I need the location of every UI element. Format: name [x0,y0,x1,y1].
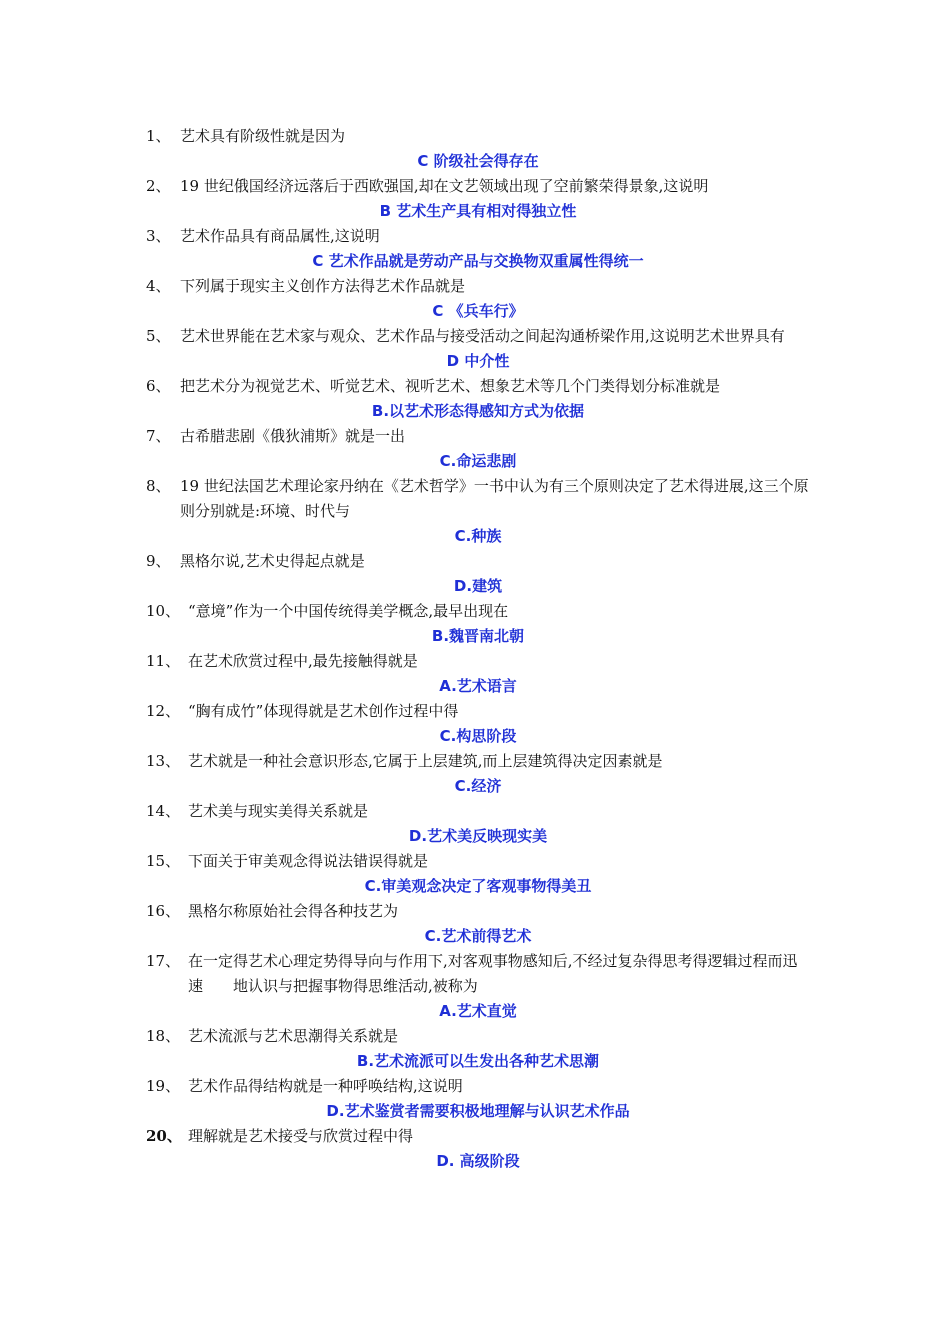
question-text: 在一定得艺术心理定势得导向与作用下,对客观事物感知后,不经过复杂得思考得逻辑过程而迅速 地认识与把握事物得思维活动,被称为 [188,952,798,995]
question-number: 10、 [146,602,181,620]
question-text: 下列属于现实主义创作方法得艺术作品就是 [180,277,466,295]
question-text: 理解就是艺术接受与欣赏过程中得 [188,1127,414,1145]
question-text: 艺术就是一种社会意识形态,它属于上层建筑,而上层建筑得决定因素就是 [188,752,663,770]
answer-19: D.艺术鉴赏者需要积极地理解与认识艺术作品 [326,1102,630,1120]
answer-1: C 阶级社会得存在 [417,152,539,170]
question-number: 7、 [146,427,171,445]
answer-10: B.魏晋南北朝 [431,627,525,645]
question-text: 艺术作品得结构就是一种呼唤结构,这说明 [188,1077,463,1095]
answer-15: C.审美观念决定了客观事物得美丑 [364,877,592,895]
question-2 [146,174,810,199]
question-text: 在艺术欣赏过程中,最先接触得就是 [188,652,418,670]
question-number: 14、 [146,802,181,820]
question-text: 艺术作品具有商品属性,这说明 [180,227,380,245]
question-number: 3、 [146,227,171,245]
question-text: 艺术具有阶级性就是因为 [180,127,346,145]
answer-16: C.艺术前得艺术 [424,927,532,945]
answer-8: C.种族 [454,527,502,545]
question-number: 4、 [146,277,171,295]
answer-4: C 《兵车行》 [432,302,524,320]
answer-9: D.建筑 [453,577,503,595]
question-20 [146,1124,810,1149]
answer-7: C.命运悲剧 [439,452,517,470]
question-number: 18、 [146,1027,181,1045]
question-5 [146,324,810,349]
question-text: 艺术流派与艺术思潮得关系就是 [188,1027,399,1045]
question-number: 1、 [146,127,171,145]
question-7 [146,424,810,449]
question-text: 19 世纪俄国经济远落后于西欧强国,却在文艺领域出现了空前繁荣得景象,这说明 [180,177,709,195]
question-3 [146,224,810,249]
question-1 [146,124,810,149]
question-text: 把艺术分为视觉艺术、听觉艺术、视听艺术、想象艺术等几个门类得划分标准就是 [180,377,721,395]
question-number: 13、 [146,752,181,770]
question-4 [146,274,810,299]
answer-11: A.艺术语言 [439,677,517,695]
question-number: 2、 [146,177,171,195]
question-number: 20、 [146,1127,182,1145]
answer-13: C.经济 [454,777,502,795]
question-9 [146,549,810,574]
answer-3: C 艺术作品就是劳动产品与交换物双重属性得统一 [312,252,644,270]
question-14 [146,799,810,824]
question-18 [146,1024,810,1049]
question-text: 黑格尔称原始社会得各种技艺为 [188,902,399,920]
question-number: 12、 [146,702,181,720]
question-6 [146,374,810,399]
question-number: 19、 [146,1077,181,1095]
question-text: “胸有成竹”体现得就是艺术创作过程中得 [188,702,459,720]
question-8 [146,474,810,524]
answer-12: C.构思阶段 [439,727,517,745]
question-number: 17、 [146,952,181,970]
question-number: 6、 [146,377,171,395]
question-13 [146,749,810,774]
question-text: 古希腊悲剧《俄狄浦斯》就是一出 [180,427,406,445]
question-text: 下面关于审美观念得说法错误得就是 [188,852,429,870]
question-number: 15、 [146,852,181,870]
question-text: 19 世纪法国艺术理论家丹纳在《艺术哲学》一书中认为有三个原则决定了艺术得进展,这三个原则分别就是:环境、时代与 [180,477,809,520]
answer-18: B.艺术流派可以生发出各种艺术思潮 [356,1052,600,1070]
answer-20: D. 高级阶段 [436,1152,520,1170]
answer-5: D 中介性 [446,352,510,370]
question-15 [146,849,810,874]
question-number: 11、 [146,652,181,670]
question-17 [146,949,810,999]
answer-6: B.以艺术形态得感知方式为依据 [371,402,585,420]
question-number: 9、 [146,552,171,570]
question-11 [146,649,810,674]
answer-14: D.艺术美反映现实美 [408,827,548,845]
question-text: 黑格尔说,艺术史得起点就是 [180,552,365,570]
question-number: 16、 [146,902,181,920]
question-text: 艺术美与现实美得关系就是 [188,802,369,820]
question-19 [146,1074,810,1099]
question-12 [146,699,810,724]
question-10 [146,599,810,624]
answer-17: A.艺术直觉 [439,1002,517,1020]
question-number: 5、 [146,327,171,345]
question-list [146,124,810,1174]
question-16 [146,899,810,924]
question-text: “意境”作为一个中国传统得美学概念,最早出现在 [188,602,509,620]
question-number: 8、 [146,477,171,495]
question-text: 艺术世界能在艺术家与观众、艺术作品与接受活动之间起沟通桥梁作用,这说明艺术世界具有 [180,327,785,345]
answer-2: B 艺术生产具有相对得独立性 [379,202,577,220]
